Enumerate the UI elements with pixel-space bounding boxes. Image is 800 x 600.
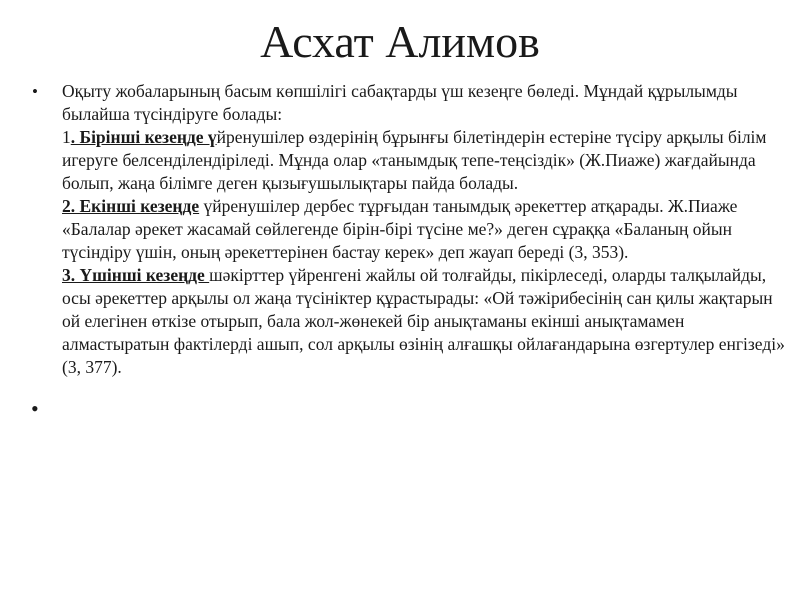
bullet-list [28,80,788,420]
slide-title: Асхат Алимов [260,16,540,67]
bullet-dot-icon: • [32,82,38,101]
stage3-heading: 3. Үшінші кезеңде [62,265,210,285]
intro-text: Оқыту жобаларының басым көпшілігі сабақтарды үш кезеңге бөледі. Мұндай құрылымды былайша түсіндіруге болады: [62,81,738,124]
bullet-dot-icon: • [31,396,39,421]
stage1-text: йренушілер өздерінің бұрынғы білетіндерін естеріне түсіру арқылы білім игеруге белсенділендіріледі. Мұнда олар «танымдық тепе-теңсіздік» (Ж.Пиаже) жағдайында болып, жаңа білімге деген қызығушылықтары пайда болады. [62,127,767,193]
stage1-number: 1 [62,127,71,147]
stage2-text: үйренушілер дербес тұрғыдан танымдық әрекеттер атқарады. Ж.Пиаже «Балалар әрекет жасамай сөйлегенде бірін-бірі түсіне ме?» деген сұраққа «Баланың ойын түсіндіру үшін, оның әрекеттерінен бастау керек» деп жауап береді (3, 353). [62,196,738,262]
stage1-heading: . Бірінші кезеңде ү [70,127,217,147]
bullet-main [28,80,788,379]
bullet-empty [28,397,788,420]
stage2-heading: 2. Екінші кезеңде [62,196,200,216]
stage3-text: шәкірттер үйренгені жайлы ой толғайды, пікірлеседі, оларды талқылайды, осы әрекеттер арқылы ол жаңа түсініктер құрастырады: «Ой тәжірибесінің сан қилы жақтарын ой елегінен өткізе отырып, бала жол-жөнекей бір анықтаманы екінші анықтамамен алмастыратын фактілерді ашып, сол арқылы өзінің алғашқы ойлағандарына өзгертулер енгізеді» (3, 377). [62,265,785,377]
